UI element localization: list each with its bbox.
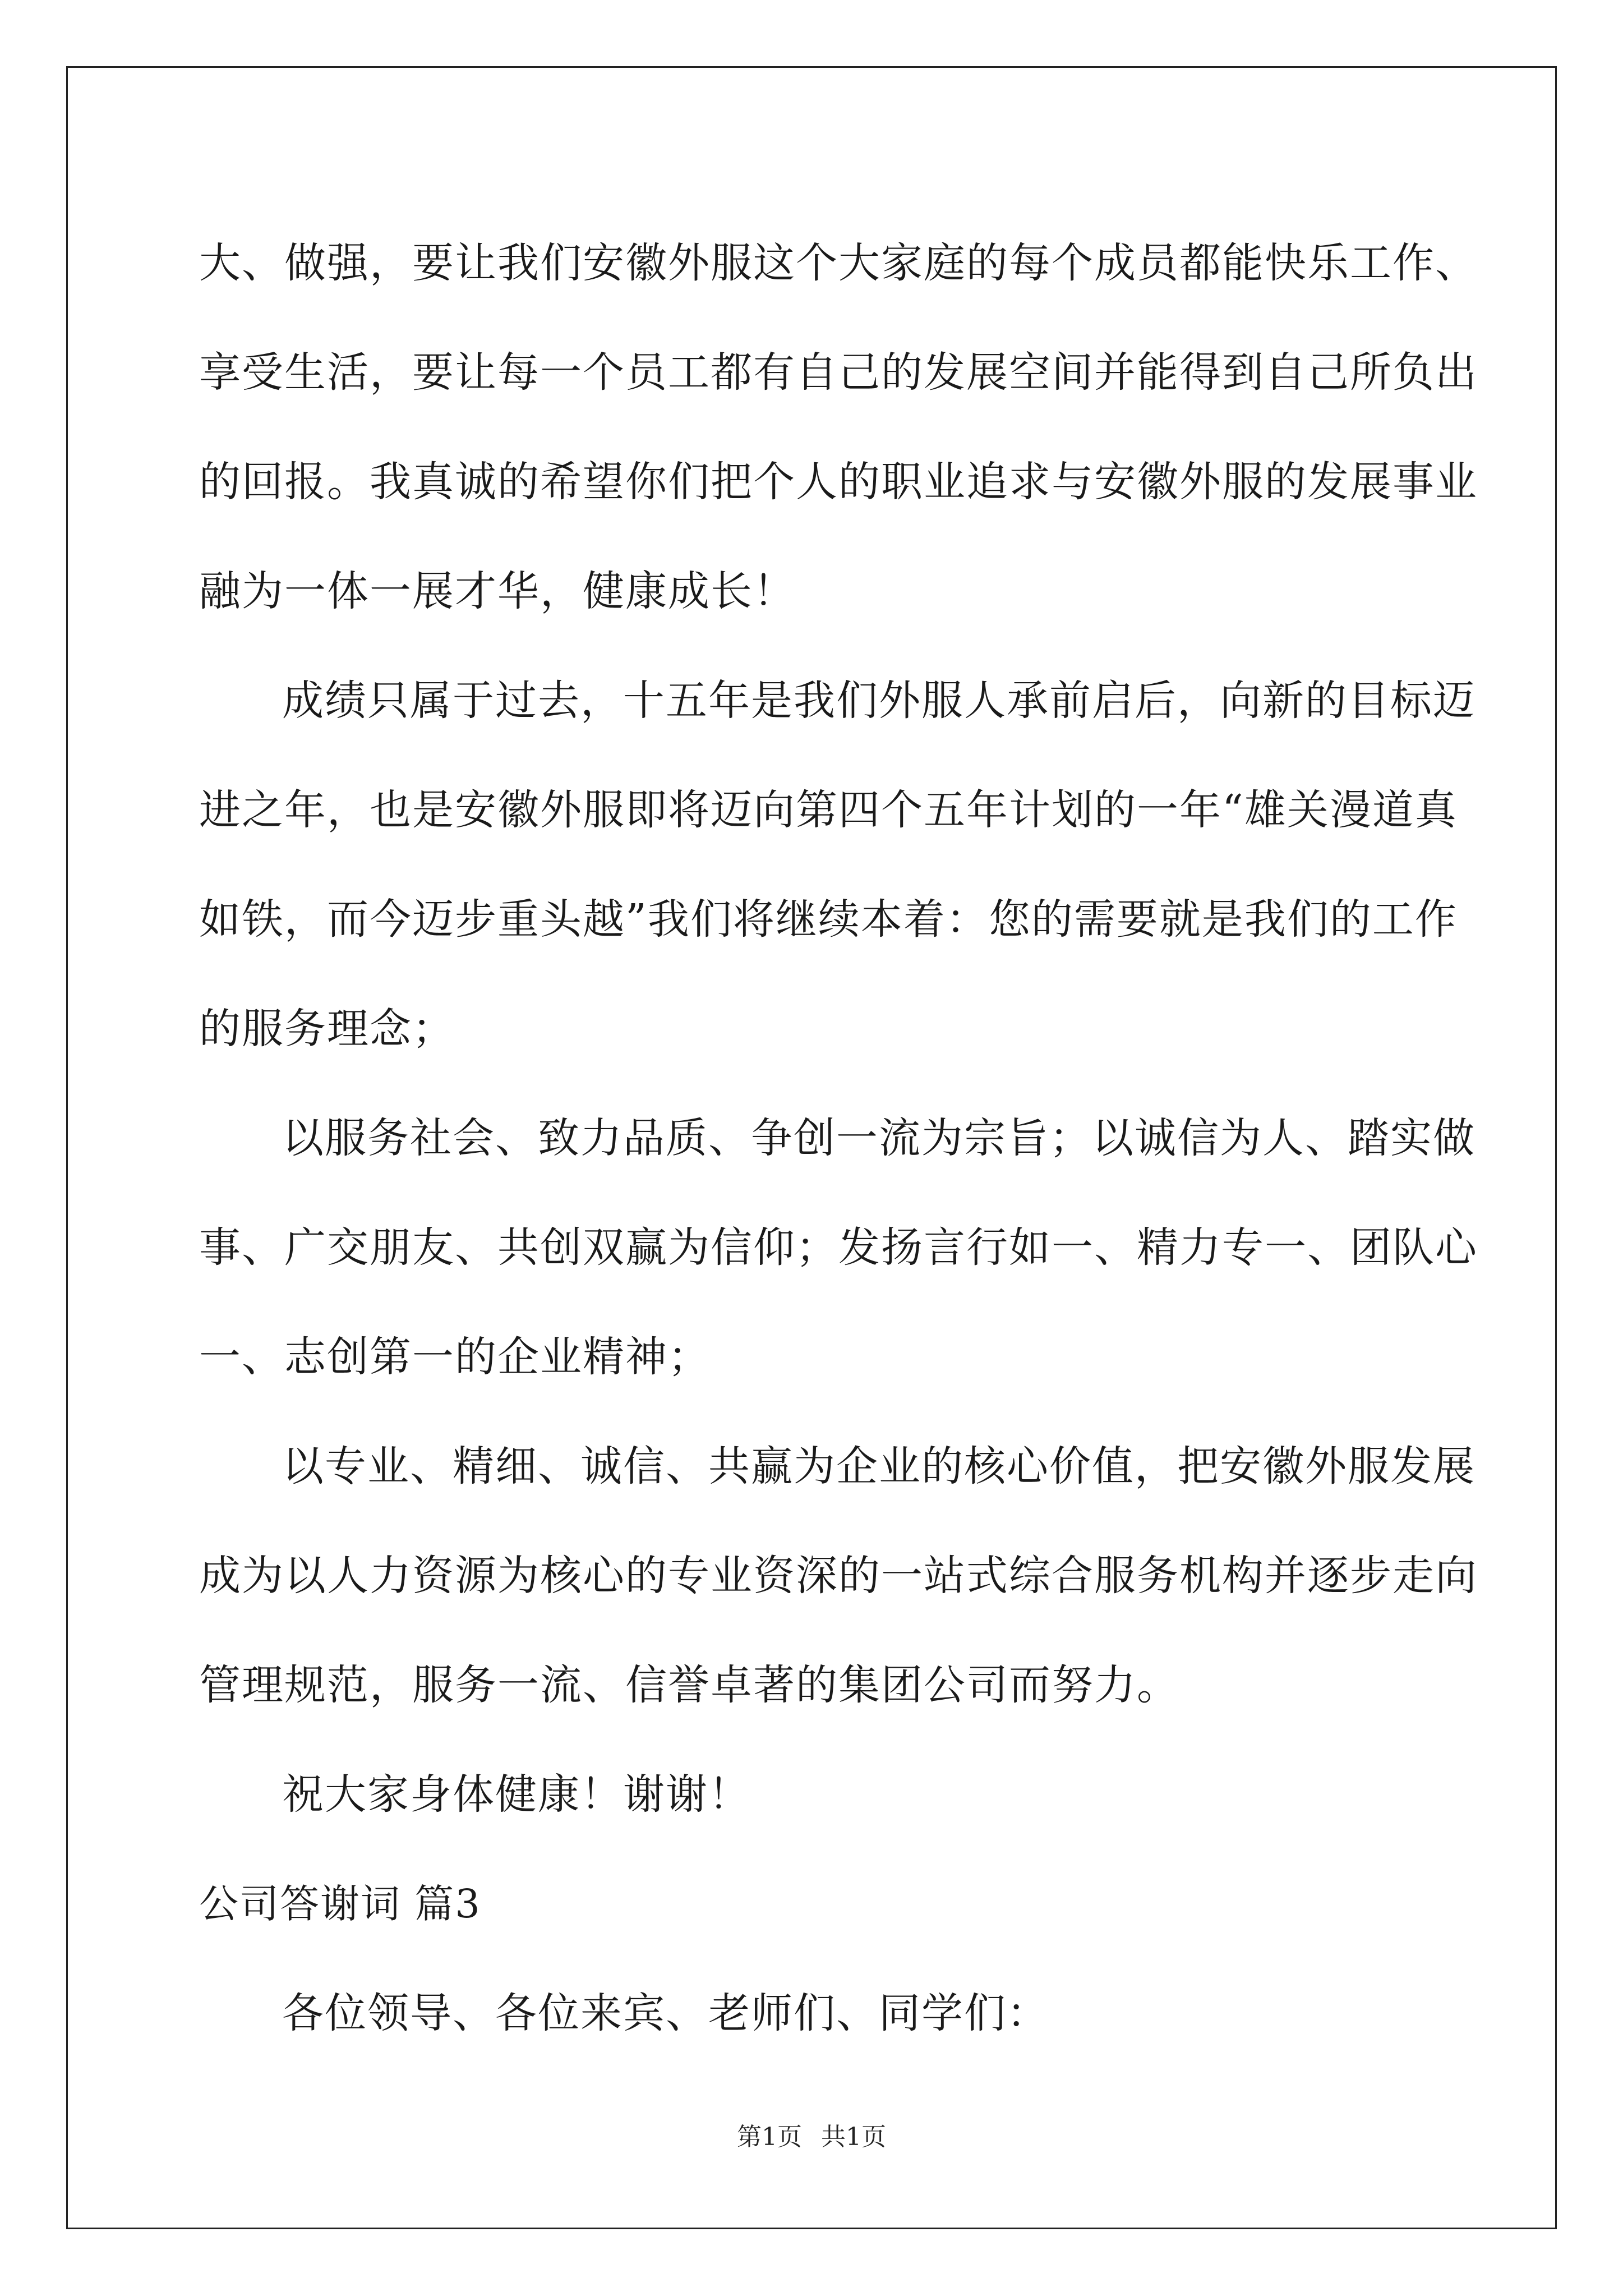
body-line-3: 的回报。我真诚的希望你们把个人的职业追求与安徽外服的发展事业 — [199, 458, 1478, 506]
body-line-17: 各位领导、各位来宾、老师们、同学们： — [282, 1989, 1049, 2037]
document-body — [199, 209, 1478, 2068]
body-line-5: 成绩只属于过去，十五年是我们外服人承前启后，向新的目标迈 — [282, 677, 1476, 725]
body-line-13: 成为以人力资源为核心的专业资深的一站式综合服务机构并逐步走向 — [199, 1552, 1478, 1600]
body-line-12: 以专业、精细、诚信、共赢为企业的核心价值，把安徽外服发展 — [282, 1442, 1476, 1490]
page-footer — [0, 2120, 1623, 2154]
body-line-11: 一、志创第一的企业精神； — [199, 1333, 711, 1381]
page-number: 第1页 — [737, 2123, 802, 2151]
body-line-9: 以服务社会、致力品质、争创一流为宗旨；以诚信为人、踏实做 — [282, 1114, 1476, 1162]
body-line-8: 的服务理念； — [199, 1005, 455, 1053]
body-line-6: 进之年，也是安徽外服即将迈向第四个五年计划的一年“雄关漫道真 — [199, 786, 1458, 834]
body-line-7: 如铁，而今迈步重头越”我们将继续本着：您的需要就是我们的工作 — [199, 895, 1458, 944]
body-line-4: 融为一体一展才华，健康成长！ — [199, 567, 796, 615]
body-line-10: 事、广交朋友、共创双赢为信仰；发扬言行如一、精力专一、团队心 — [199, 1223, 1478, 1272]
body-line-2: 享受生活，要让每一个员工都有自己的发展空间并能得到自己所负出 — [199, 348, 1478, 397]
section-heading: 公司答谢词 篇3 — [199, 1881, 481, 1927]
body-line-14: 管理规范，服务一流、信誉卓著的集团公司而努力。 — [199, 1661, 1179, 1709]
page-total: 共1页 — [821, 2123, 886, 2151]
body-line-1: 大、做强，要让我们安徽外服这个大家庭的每个成员都能快乐工作、 — [199, 239, 1478, 287]
body-line-15: 祝大家身体健康！谢谢！ — [282, 1770, 751, 1819]
